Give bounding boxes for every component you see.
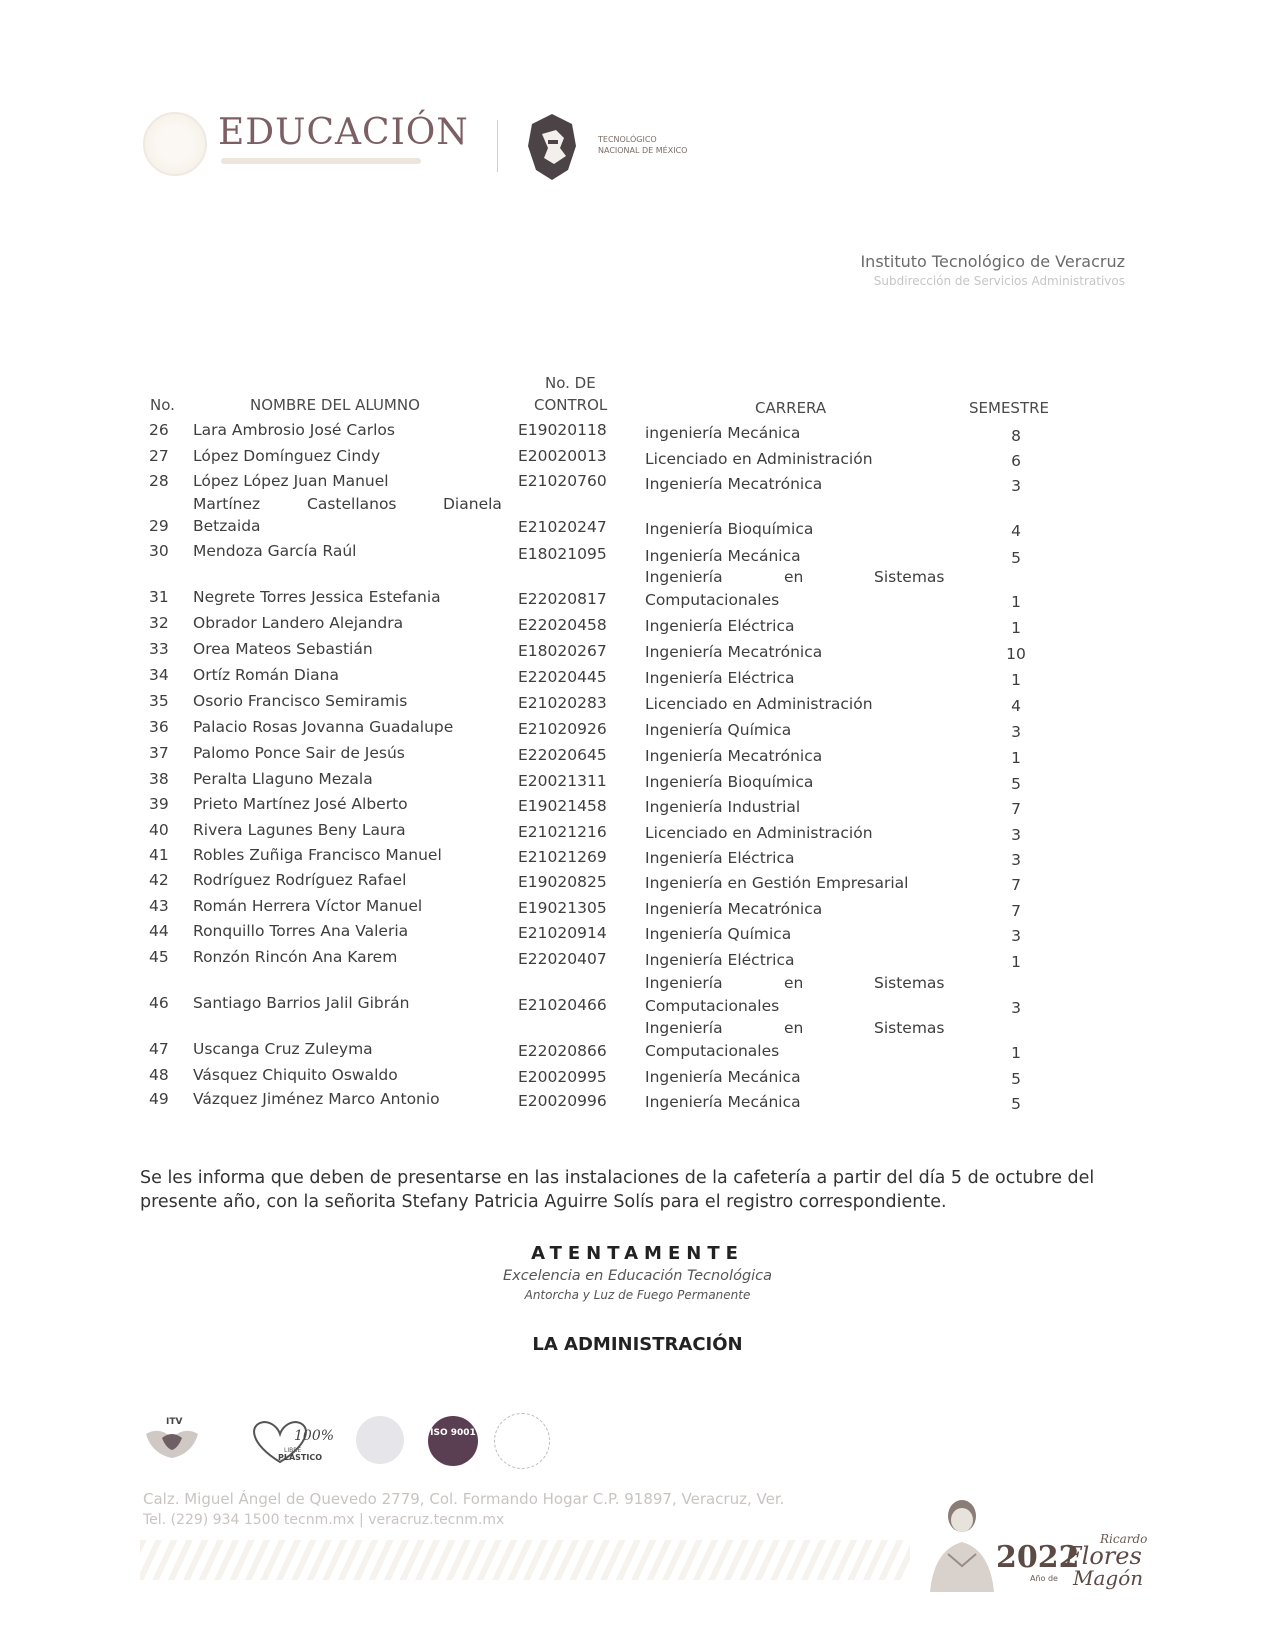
row-career: Ingeniería Mecatrónica — [645, 475, 823, 493]
row-name: López Domínguez Cindy — [193, 447, 381, 465]
row-name-line1-part1: Martínez — [193, 495, 261, 513]
row-career: Licenciado en Administración — [645, 450, 873, 468]
itv-logo-icon — [140, 1414, 204, 1462]
row-no: 31 — [149, 588, 169, 606]
row-no: 28 — [149, 472, 169, 490]
row-name: Rivera Lagunes Beny Laura — [193, 821, 406, 839]
row-semester: 1 — [1011, 953, 1021, 971]
row-career: Ingeniería Mecatrónica — [645, 900, 823, 918]
row-semester: 3 — [1011, 927, 1021, 945]
row-career: Ingeniería Bioquímica — [645, 520, 814, 538]
plastic-free-percent: 100% — [294, 1428, 335, 1444]
row-name: Palacio Rosas Jovanna Guadalupe — [193, 718, 454, 736]
institute-name: Instituto Tecnológico de Veracruz — [860, 252, 1125, 271]
row-semester: 10 — [1006, 645, 1026, 663]
tecnm-logo-icon — [526, 112, 578, 182]
row-no: 45 — [149, 948, 169, 966]
row-career: Ingeniería en Gestión Empresarial — [645, 874, 909, 892]
column-header-control-line1: No. DE — [545, 374, 596, 392]
row-semester: 3 — [1011, 851, 1021, 869]
row-semester: 7 — [1011, 902, 1021, 920]
row-name: Robles Zuñiga Francisco Manuel — [193, 846, 442, 864]
row-control: E21020466 — [518, 996, 607, 1014]
row-control: E19021305 — [518, 899, 607, 917]
row-no: 41 — [149, 846, 169, 864]
row-control: E20020996 — [518, 1092, 607, 1110]
row-no: 46 — [149, 994, 169, 1012]
row-career-line1-part1: Ingeniería — [645, 1019, 723, 1037]
certification-seal-icon — [494, 1413, 550, 1469]
row-career-line1-part2: en — [784, 974, 804, 992]
row-semester: 5 — [1011, 775, 1021, 793]
tecnm-name-line1: TECNOLÓGICO — [598, 135, 657, 144]
row-no: 34 — [149, 666, 169, 684]
iso-9001-badge-icon — [428, 1416, 478, 1466]
row-name: Osorio Francisco Semiramis — [193, 692, 408, 710]
row-no: 39 — [149, 795, 169, 813]
row-career-line2: Computacionales — [645, 591, 780, 609]
row-name: Rodríguez Rodríguez Rafael — [193, 871, 407, 889]
subdepartment-name: Subdirección de Servicios Administrativos — [873, 274, 1125, 288]
row-semester: 3 — [1011, 477, 1021, 495]
column-header-semester: SEMESTRE — [969, 399, 1050, 417]
row-semester: 4 — [1011, 697, 1021, 715]
row-control: E21021216 — [518, 823, 607, 841]
row-career-line1-part1: Ingeniería — [645, 568, 723, 586]
row-name: Mendoza García Raúl — [193, 542, 357, 560]
row-name: Román Herrera Víctor Manuel — [193, 897, 423, 915]
header-divider — [497, 120, 498, 172]
plastic-free-line1: LIBRE — [284, 1447, 302, 1454]
iso-9001-badge-text: ISO 9001 — [430, 1428, 476, 1438]
row-control: E19021458 — [518, 797, 607, 815]
row-no: 30 — [149, 542, 169, 560]
footer-decorative-band — [140, 1540, 910, 1580]
commemorative-year-label: Año de — [1030, 1574, 1058, 1583]
row-control: E22020458 — [518, 616, 607, 634]
ministry-title: EDUCACIÓN — [218, 112, 469, 153]
row-control: E20021311 — [518, 772, 607, 790]
row-name: Obrador Landero Alejandra — [193, 614, 404, 632]
row-semester: 5 — [1011, 1095, 1021, 1113]
row-name: Orea Mateos Sebastián — [193, 640, 373, 658]
row-semester: 1 — [1011, 1044, 1021, 1062]
row-semester: 3 — [1011, 723, 1021, 741]
tecnm-name — [598, 134, 687, 156]
row-no: 36 — [149, 718, 169, 736]
row-no: 35 — [149, 692, 169, 710]
row-career-line1-part3: Sistemas — [874, 974, 945, 992]
row-career: ingeniería Mecánica — [645, 424, 801, 442]
row-semester: 1 — [1011, 619, 1021, 637]
government-seal-icon — [143, 112, 207, 176]
row-no: 49 — [149, 1090, 169, 1108]
row-no: 29 — [149, 517, 169, 535]
row-control: E19020118 — [518, 421, 607, 439]
row-name: López López Juan Manuel — [193, 472, 389, 490]
row-career: Licenciado en Administración — [645, 695, 873, 713]
row-no: 42 — [149, 871, 169, 889]
row-no: 40 — [149, 821, 169, 839]
notice-paragraph: Se les informa que deben de presentarse en las instalaciones de la cafetería a partir del día 5 de octubre del presente año, con la señorita Stefany Patricia Aguirre Solís para el registro correspondiente. — [140, 1168, 1095, 1212]
row-name: Ronquillo Torres Ana Valeria — [193, 922, 409, 940]
signature-administration: LA ADMINISTRACIÓN — [532, 1334, 743, 1355]
row-control: E21020760 — [518, 472, 607, 490]
row-no: 32 — [149, 614, 169, 632]
row-semester: 5 — [1011, 1070, 1021, 1088]
row-career: Ingeniería Industrial — [645, 798, 801, 816]
row-control: E22020407 — [518, 950, 607, 968]
row-no: 44 — [149, 922, 169, 940]
itv-logo-text: ITV — [166, 1417, 183, 1427]
row-career: Ingeniería Mecatrónica — [645, 643, 823, 661]
column-header-no: No. — [150, 396, 175, 414]
row-control: E19020825 — [518, 873, 607, 891]
row-name: Uscanga Cruz Zuleyma — [193, 1040, 373, 1058]
certification-badge-icon — [356, 1416, 404, 1464]
footer-contact: Tel. (229) 934 1500 tecnm.mx | veracruz.tecnm.mx — [143, 1512, 505, 1528]
row-career: Ingeniería Mecatrónica — [645, 747, 823, 765]
row-career-line1-part2: en — [784, 568, 804, 586]
commemorative-honoree-third: Magón — [1073, 1566, 1144, 1590]
portrait-illustration-icon — [918, 1494, 998, 1594]
row-name: Negrete Torres Jessica Estefania — [193, 588, 441, 606]
row-semester: 1 — [1011, 671, 1021, 689]
row-no: 48 — [149, 1066, 169, 1084]
plastic-free-logo-icon — [240, 1414, 340, 1470]
commemorative-year: 2022 — [996, 1540, 1080, 1575]
row-career: Ingeniería Eléctrica — [645, 951, 795, 969]
row-career: Ingeniería Mecánica — [645, 547, 801, 565]
row-no: 43 — [149, 897, 169, 915]
footer-address: Calz. Miguel Ángel de Quevedo 2779, Col. Formando Hogar C.P. 91897, Veracruz, Ver. — [143, 1490, 785, 1508]
row-career: Ingeniería Eléctrica — [645, 617, 795, 635]
row-name: Ronzón Rincón Ana Karem — [193, 948, 398, 966]
row-career: Ingeniería Química — [645, 925, 792, 943]
closing-atentamente: ATENTAMENTE — [531, 1243, 744, 1264]
row-control: E22020817 — [518, 590, 607, 608]
row-no: 26 — [149, 421, 169, 439]
row-control: E20020995 — [518, 1068, 607, 1086]
row-career-line2: Computacionales — [645, 997, 780, 1015]
row-control: E21020926 — [518, 720, 607, 738]
row-control: E20020013 — [518, 447, 607, 465]
column-header-name: NOMBRE DEL ALUMNO — [250, 396, 420, 414]
row-semester: 4 — [1011, 522, 1021, 540]
row-career: Ingeniería Química — [645, 721, 792, 739]
row-no: 27 — [149, 447, 169, 465]
row-career: Licenciado en Administración — [645, 824, 873, 842]
ministry-subtitle-faded — [221, 158, 421, 164]
row-control: E22020645 — [518, 746, 607, 764]
row-no: 38 — [149, 770, 169, 788]
tecnm-name-line2: NACIONAL DE MÉXICO — [598, 146, 688, 155]
row-name: Palomo Ponce Sair de Jesús — [193, 744, 405, 762]
row-semester: 1 — [1011, 593, 1021, 611]
row-no: 33 — [149, 640, 169, 658]
row-control: E21021269 — [518, 848, 607, 866]
row-career-line2: Computacionales — [645, 1042, 780, 1060]
row-name: Vázquez Jiménez Marco Antonio — [193, 1090, 440, 1108]
row-control: E18021095 — [518, 545, 607, 563]
row-no: 37 — [149, 744, 169, 762]
row-name: Peralta Llaguno Mezala — [193, 770, 373, 788]
row-control: E21020247 — [518, 518, 607, 536]
institutional-motto-secondary: Antorcha y Luz de Fuego Permanente — [524, 1288, 751, 1302]
row-career-line1-part3: Sistemas — [874, 1019, 945, 1037]
row-name-line1-part2: Castellanos — [307, 495, 397, 513]
row-career: Ingeniería Eléctrica — [645, 669, 795, 687]
row-semester: 6 — [1011, 452, 1021, 470]
plastic-free-line2: PLÁSTICO — [278, 1453, 323, 1462]
row-control: E22020866 — [518, 1042, 607, 1060]
row-career-line1-part1: Ingeniería — [645, 974, 723, 992]
row-control: E18020267 — [518, 642, 607, 660]
row-semester: 8 — [1011, 427, 1021, 445]
row-name-line2: Betzaida — [193, 517, 261, 535]
row-name: Ortíz Román Diana — [193, 666, 339, 684]
commemorative-honoree-first: Ricardo — [1100, 1532, 1148, 1546]
row-career-line1-part2: en — [784, 1019, 804, 1037]
row-name: Vásquez Chiquito Oswaldo — [193, 1066, 398, 1084]
row-career-line1-part3: Sistemas — [874, 568, 945, 586]
row-career: Ingeniería Mecánica — [645, 1068, 801, 1086]
row-semester: 5 — [1011, 549, 1021, 567]
commemorative-honoree-second: Flores — [1065, 1542, 1142, 1570]
row-semester: 3 — [1011, 826, 1021, 844]
column-header-control-line2: CONTROL — [534, 396, 608, 414]
row-semester: 3 — [1011, 999, 1021, 1017]
row-control: E21020283 — [518, 694, 607, 712]
row-name: Santiago Barrios Jalil Gibrán — [193, 994, 410, 1012]
row-career: Ingeniería Eléctrica — [645, 849, 795, 867]
row-career: Ingeniería Mecánica — [645, 1093, 801, 1111]
row-name-line1-part3: Dianela — [443, 495, 502, 513]
row-semester: 1 — [1011, 749, 1021, 767]
row-name: Prieto Martínez José Alberto — [193, 795, 408, 813]
row-semester: 7 — [1011, 800, 1021, 818]
column-header-career: CARRERA — [755, 399, 827, 417]
row-control: E21020914 — [518, 924, 607, 942]
row-semester: 7 — [1011, 876, 1021, 894]
row-control: E22020445 — [518, 668, 607, 686]
institutional-motto: Excelencia en Educación Tecnológica — [502, 1268, 773, 1284]
row-career: Ingeniería Bioquímica — [645, 773, 814, 791]
row-name: Lara Ambrosio José Carlos — [193, 421, 395, 439]
row-no: 47 — [149, 1040, 169, 1058]
